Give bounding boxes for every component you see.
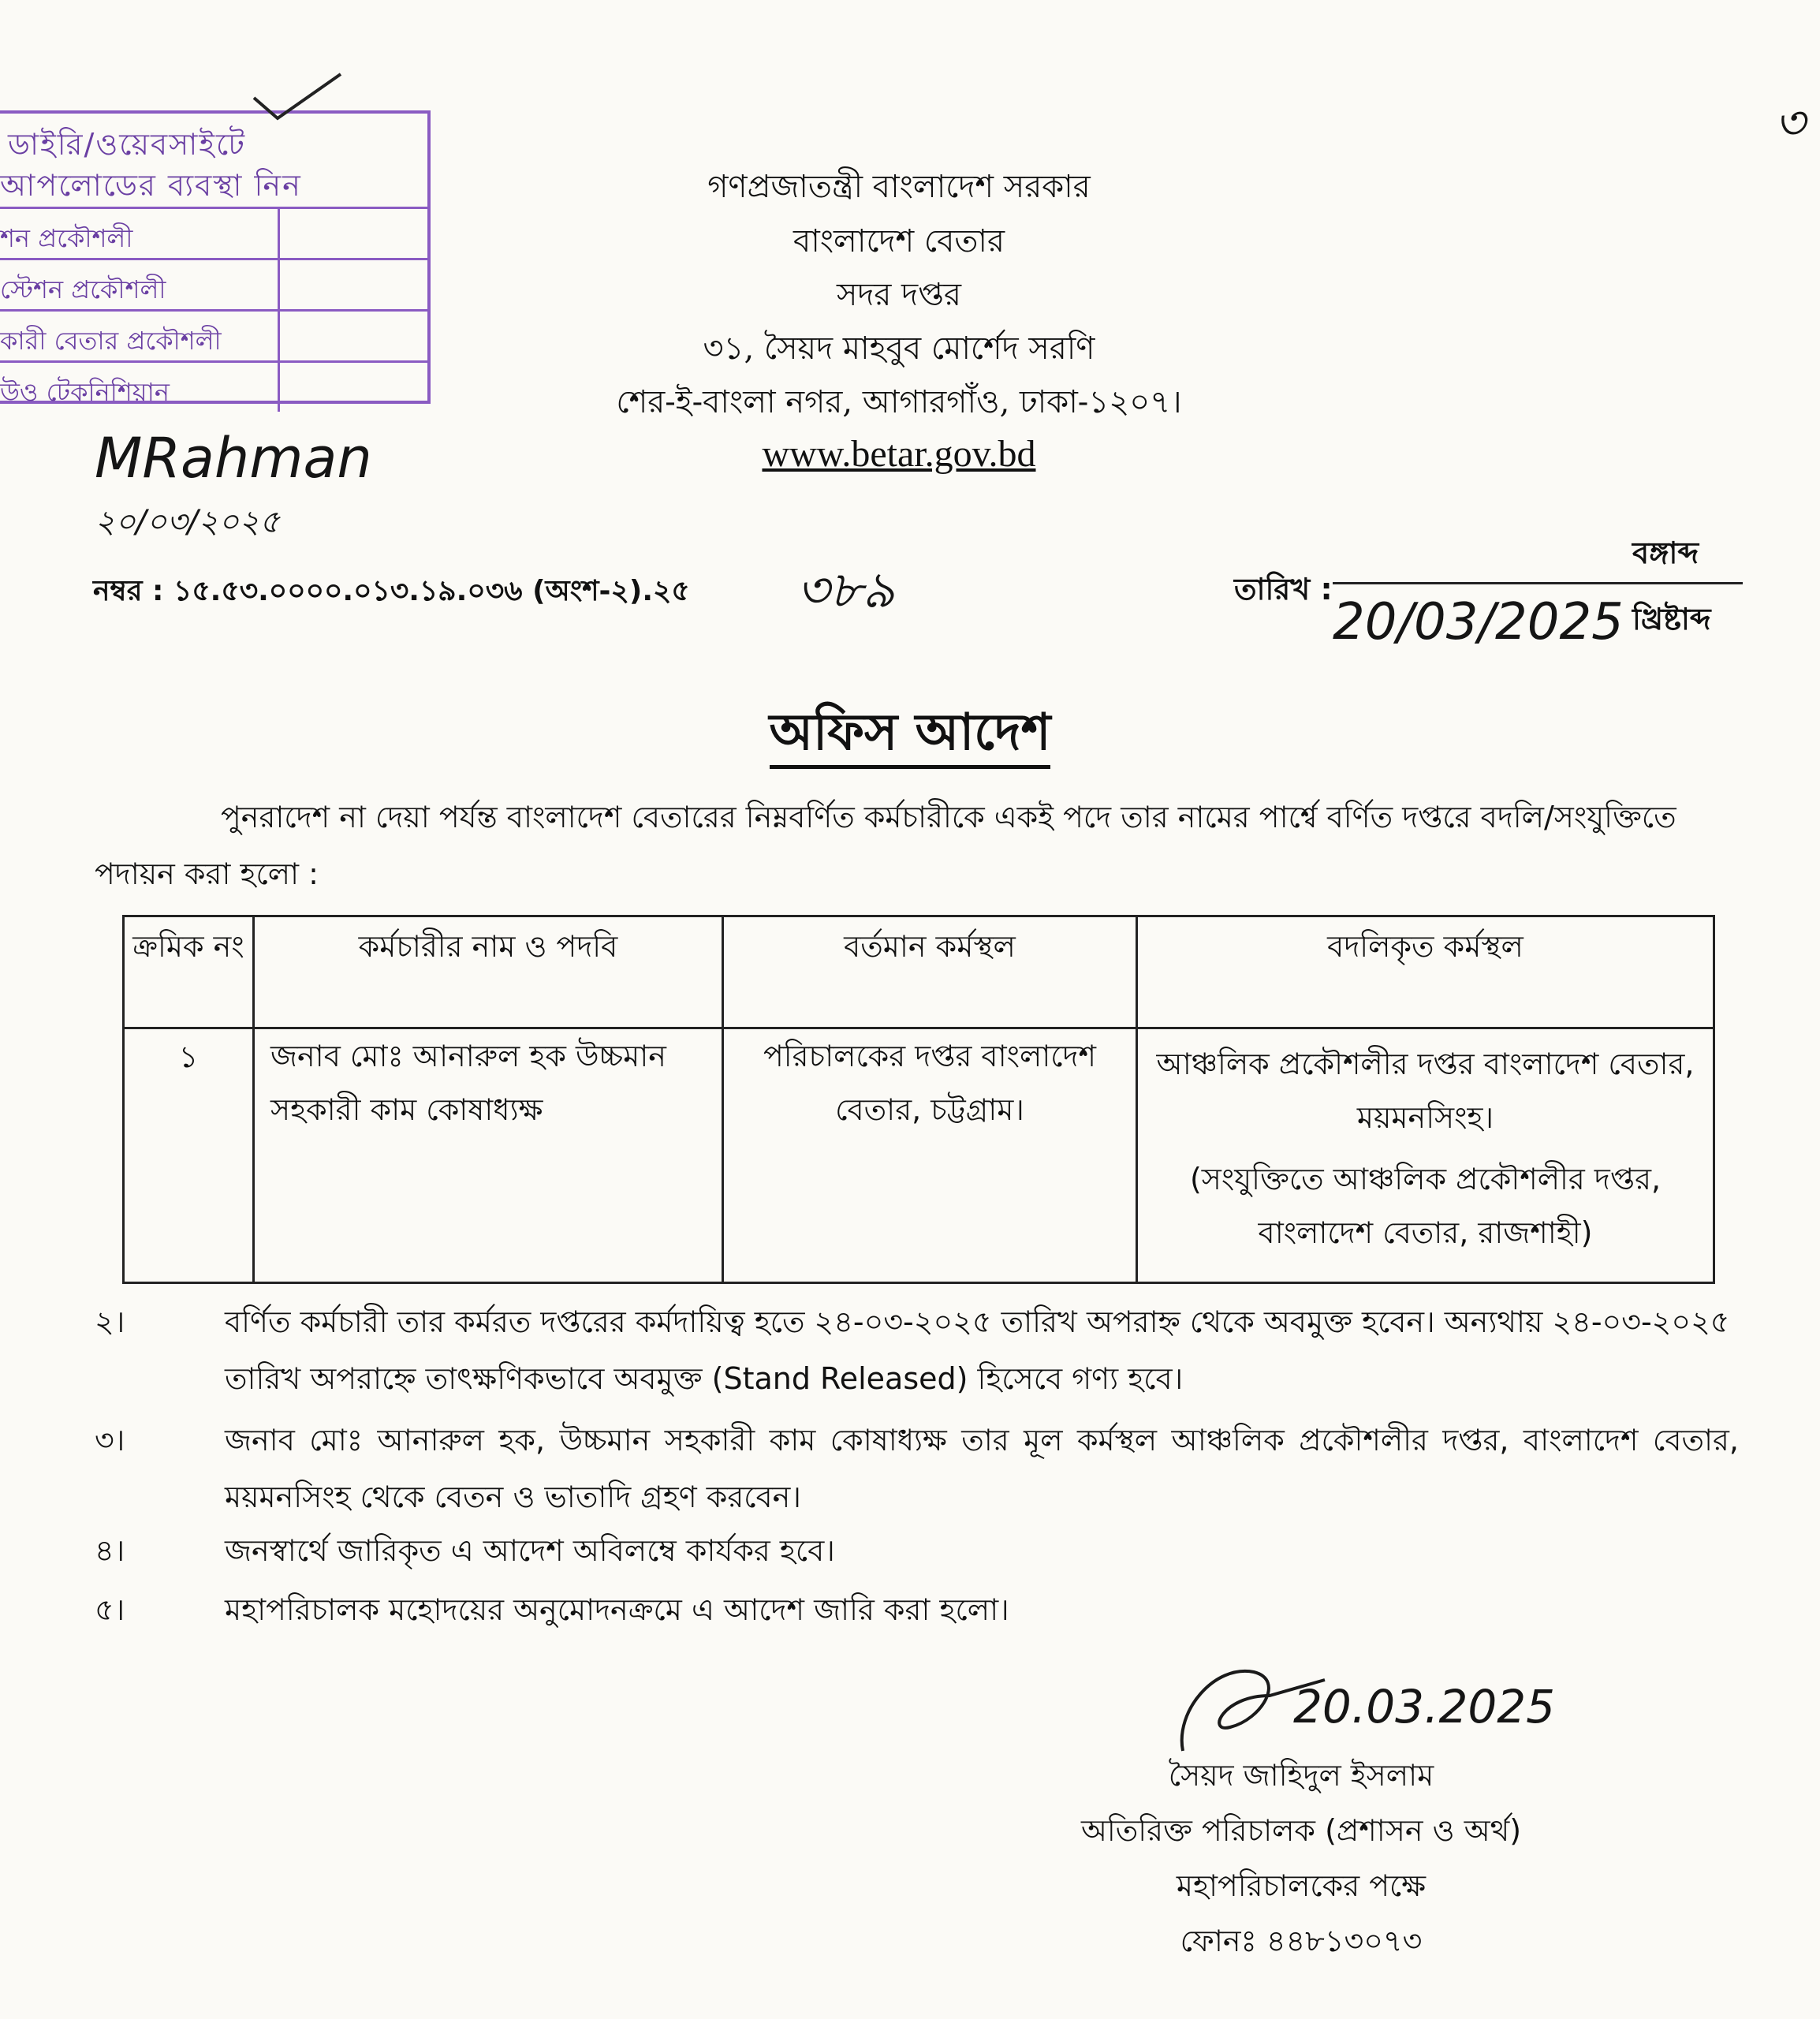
clause-text: জনস্বার্থে জারিকৃত এ আদেশ অবিলম্বে কার্যকর হবে। xyxy=(225,1533,835,1568)
upload-stamp xyxy=(0,110,431,407)
clause-text: জনাব মোঃ আনারুল হক, উচ্চমান সহকারী কাম কোষাধ্যক্ষ তার মূল কর্মস্থল আঞ্চলিক প্রকৌশলীর দপ্তর, বাংলাদেশ বেতার, ময়মনসিংহ থেকে বেতন ও ভাতাদি গ্রহণ করবেন। xyxy=(225,1423,1739,1514)
clause-number: ৩। xyxy=(95,1423,125,1457)
reference-number: নম্বর : ১৫.৫৩.০০০০.০১৩.১৯.০৩৬ (অংশ-২).২৫ xyxy=(93,575,690,607)
attachment-office: (সংযুক্তিতে আঞ্চলিক প্রকৌশলীর দপ্তর, বাংলাদেশ বেতার, রাজশাহী) xyxy=(1189,1162,1661,1250)
stamp-line-1: ডাইরি/ওয়েবসাইটে xyxy=(8,127,246,162)
table-row xyxy=(124,1028,1714,1283)
current-office-cell: পরিচালকের দপ্তর বাংলাদেশ বেতার, চট্টগ্রাম। xyxy=(723,1028,1137,1283)
table-header: বর্তমান কর্মস্থল xyxy=(723,916,1137,1028)
header-line-4: ৩১, সৈয়দ মাহবুব মোর্শেদ সরণি xyxy=(703,330,1095,367)
clause-number: ৫। xyxy=(95,1592,125,1627)
signatory-designation: অতিরিক্ত পরিচালক (প্রশাসন ও অর্থ) xyxy=(1080,1813,1522,1848)
transfer-table xyxy=(122,915,1715,1284)
table-header: কর্মচারীর নাম ও পদবি xyxy=(254,916,723,1028)
stamp-row xyxy=(0,258,427,309)
clause-text: বর্ণিত কর্মচারী তার কর্মরত দপ্তরের কর্মদায়িত্ব হতে ২৪-০৩-২০২৫ তারিখ অপরাহ্ন থেকে অবমুক্ত হবেন। অন্যথায় ২৪-০৩-২০২৫ তারিখ অপরাহ্নে তাৎক্ষণিকভাবে অবমুক্ত (Stand Released) হিসেবে গণ্য হবে। xyxy=(225,1304,1730,1396)
signatory-name: সৈয়দ জাহিদুল ইসলাম xyxy=(1168,1758,1434,1793)
intro-paragraph: পুনরাদেশ না দেয়া পর্যন্ত বাংলাদেশ বেতারের নিম্নবর্ণিত কর্মচারীকে একই পদে তার নামের পার্শ্বে বর্ণিত দপ্তরে বদলি/সংযুক্তিতে পদায়ন করা হলো : xyxy=(95,800,1676,891)
name-cell: জনাব মোঃ আনারুল হক উচ্চমান সহকারী কাম কোষাধ্যক্ষ xyxy=(254,1028,723,1283)
margin-signature-date: ২০/০৩/২০২৫ xyxy=(95,504,280,540)
stamp-row-label: কারী বেতার প্রকৌশলী xyxy=(0,326,222,356)
signatory-on-behalf: মহাপরিচালকের পক্ষে xyxy=(1176,1868,1427,1903)
header-line-2: বাংলাদেশ বেতার xyxy=(793,223,1005,259)
date-line xyxy=(1333,582,1743,584)
check-mark-icon xyxy=(251,69,345,125)
transferred-office-cell xyxy=(1137,1028,1714,1283)
document-title-text: অফিস আদেশ xyxy=(770,703,1051,769)
stamp-row-label: শন প্রকৌশলী xyxy=(0,223,133,253)
clause-number: ৪। xyxy=(95,1533,125,1568)
website-link[interactable]: www.betar.gov.bd xyxy=(762,433,1036,475)
stamp-row-label: স্টেশন প্রকৌশলী xyxy=(0,274,166,304)
header-line-3: সদর দপ্তর xyxy=(836,277,962,313)
stamp-row xyxy=(0,309,427,360)
stamp-line-2: আপলোডের ব্যবস্থা নিন xyxy=(0,168,302,203)
stamp-row xyxy=(0,207,427,258)
christabda-label: খ্রিষ্টাব্দ xyxy=(1632,602,1711,636)
clause-text: মহাপরিচালক মহোদয়ের অনুমোদনক্রমে এ আদেশ জারি করা হলো। xyxy=(225,1592,1009,1627)
date-label: তারিখ : xyxy=(1234,572,1333,606)
stamp-row-label: উও টেকনিশিয়ান xyxy=(0,377,170,407)
serial-cell: ১ xyxy=(124,1028,254,1283)
signature-date: 20.03.2025 xyxy=(1293,1680,1556,1734)
bangabda-label: বঙ্গাব্দ xyxy=(1632,536,1699,570)
clause-number: ২। xyxy=(95,1304,125,1339)
handwritten-date: 20/03/2025 xyxy=(1333,593,1624,651)
document-title xyxy=(0,694,1820,778)
corner-mark: ৩ xyxy=(1774,95,1806,151)
transferred-office: আঞ্চলিক প্রকৌশলীর দপ্তর বাংলাদেশ বেতার, ময়মনসিংহ। xyxy=(1156,1047,1695,1135)
stamp-row xyxy=(0,360,427,412)
table-header: বদলিকৃত কর্মস্থল xyxy=(1137,916,1714,1028)
header-line-1: গণপ্রজাতন্ত্রী বাংলাদেশ সরকার xyxy=(707,169,1091,205)
table-header: ক্রমিক নং xyxy=(124,916,254,1028)
handwritten-number: ৩৮৯ xyxy=(796,562,895,620)
margin-signature: MRahman xyxy=(95,426,372,491)
signatory-phone: ফোনঃ ৪৪৮১৩০৭৩ xyxy=(1180,1924,1423,1958)
header-line-5: শের-ই-বাংলা নগর, আগারগাঁও, ঢাকা-১২০৭। xyxy=(616,384,1182,420)
